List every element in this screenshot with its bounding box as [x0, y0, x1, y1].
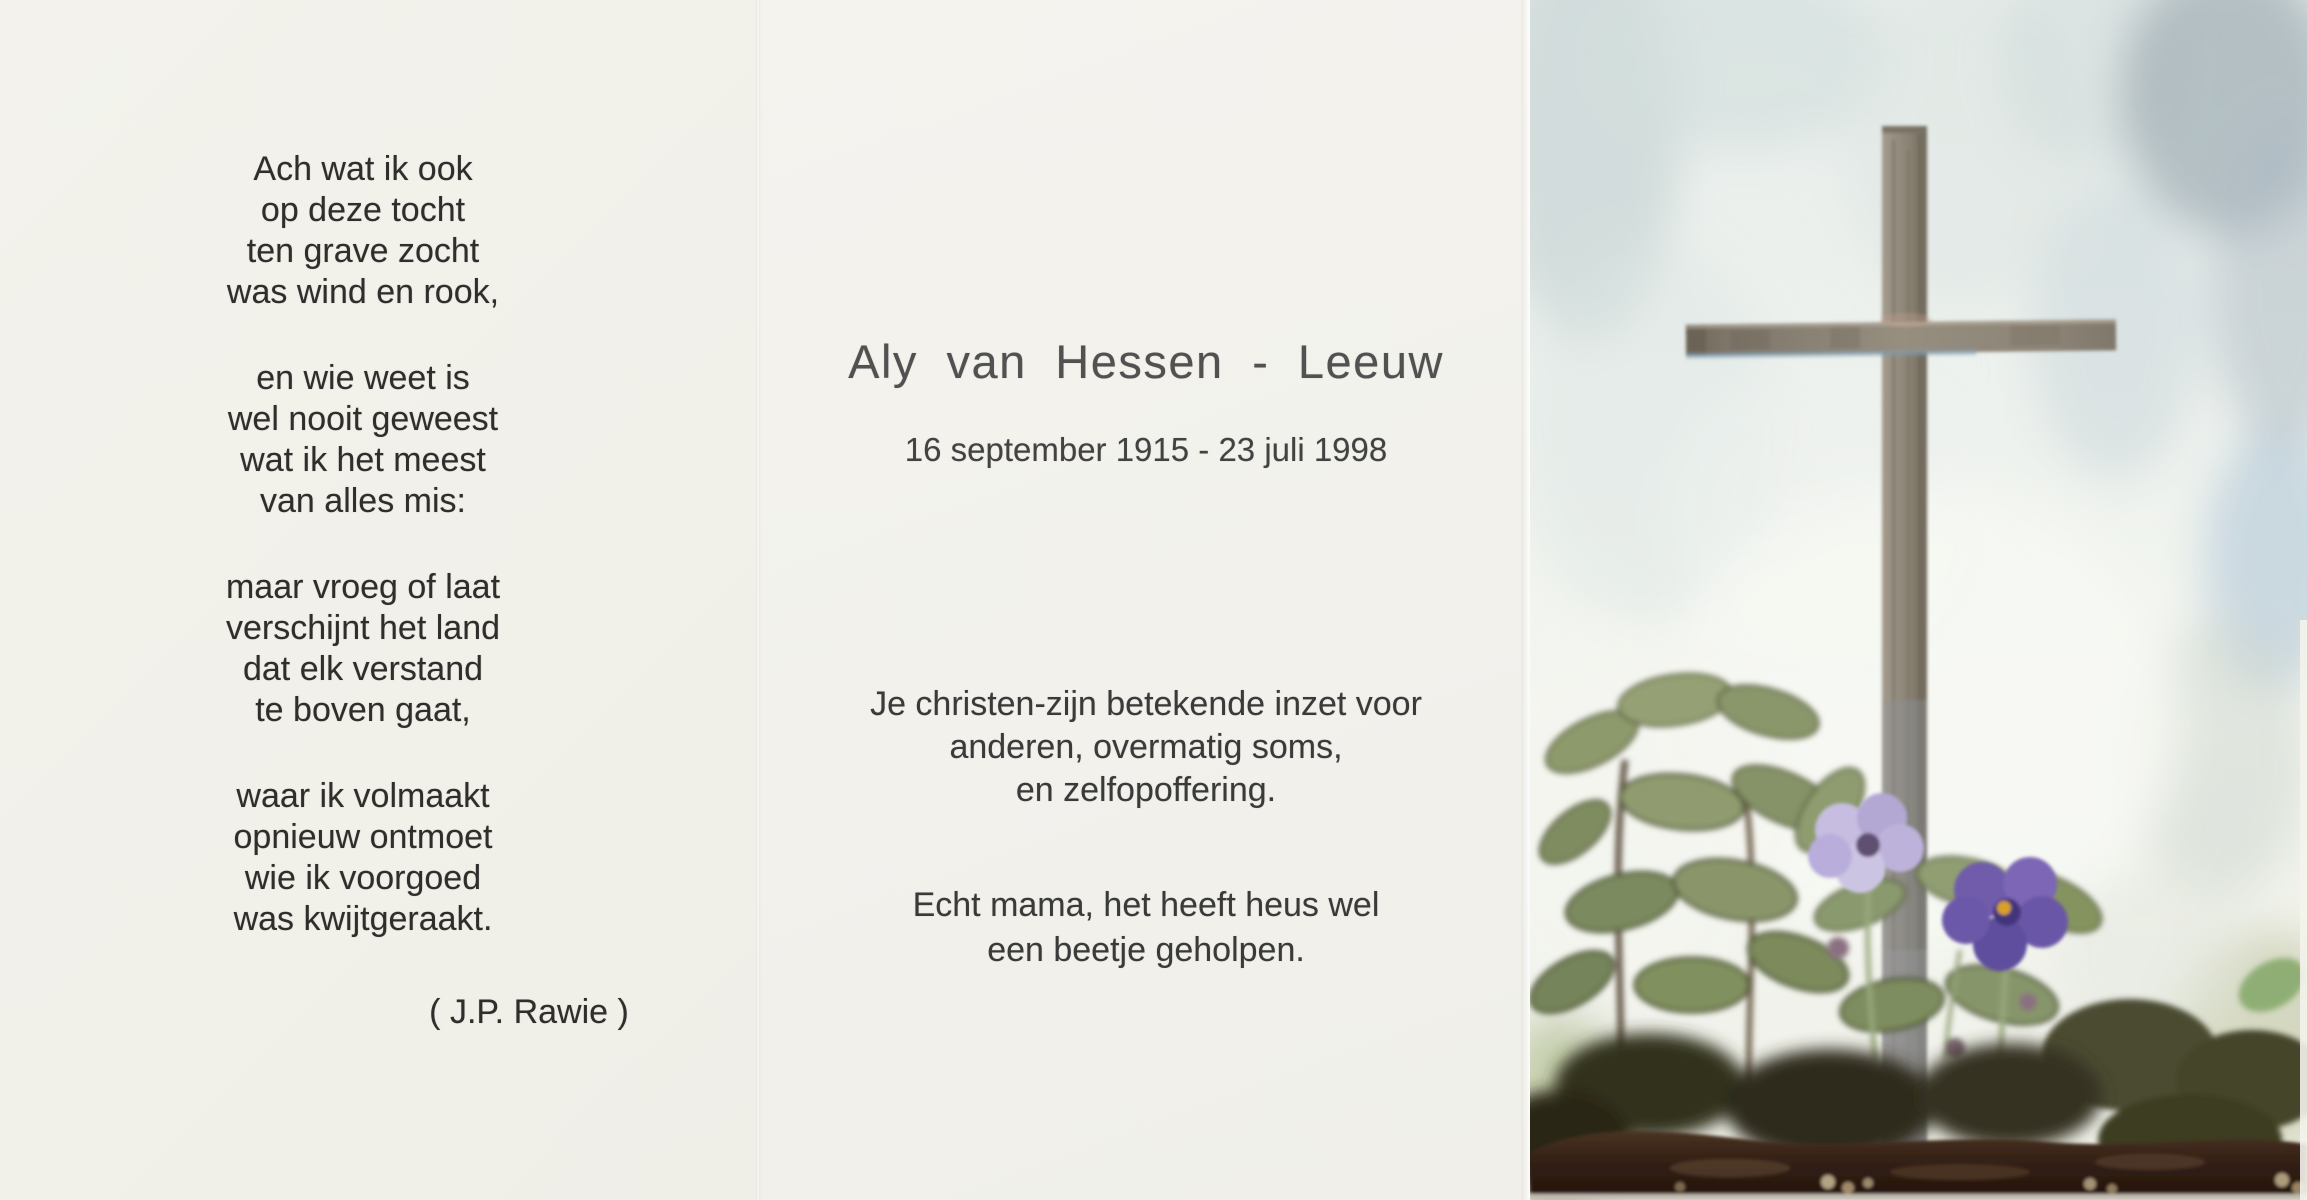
tribute-line: anderen, overmatig soms,	[949, 728, 1343, 766]
tribute-line: Je christen-zijn betekende inzet voor	[870, 685, 1422, 723]
poem-line: verschijnt het land	[225, 609, 501, 647]
poem-line: opnieuw ontmoet	[233, 818, 493, 856]
tribute-text	[762, 683, 1530, 812]
life-dates: 16 september 1915 - 23 juli 1998	[904, 431, 1388, 468]
closing-text	[762, 883, 1530, 973]
poem-line: op deze tocht	[260, 191, 466, 229]
poem-line: wel nooit geweest	[227, 400, 499, 438]
memorial-text-panel	[762, 0, 1530, 1200]
memorial-photo-panel	[1530, 0, 2307, 1200]
poem-line: wie ik voorgoed	[244, 859, 482, 897]
poem-line: was kwijtgeraakt.	[233, 900, 493, 938]
poem-line: ten grave zocht	[246, 232, 480, 270]
poem-line: wat ik het meest	[240, 441, 486, 479]
flower-center	[1997, 901, 2011, 915]
closing-line: een beetje geholpen.	[987, 931, 1305, 969]
poem-attribution: ( J.P. Rawie )	[429, 993, 629, 1031]
poem-stanza	[0, 567, 726, 731]
scan-edge	[2300, 620, 2307, 1200]
poem-line: waar ik volmaakt	[236, 777, 490, 815]
memorial-photo	[1530, 0, 2307, 1200]
poem-line: en wie weet is	[256, 359, 470, 397]
poem-line: dat elk verstand	[242, 650, 484, 688]
poem	[0, 149, 726, 985]
tribute-line: en zelfopoffering.	[1015, 771, 1277, 809]
poem-line: maar vroeg of laat	[225, 568, 501, 606]
poem-line: Ach wat ik ook	[253, 150, 473, 188]
poem-panel	[0, 0, 762, 1200]
poem-line: van alles mis:	[260, 482, 466, 520]
poem-stanza	[0, 149, 726, 313]
deceased-name: Aly van Hessen - Leeuw	[848, 335, 1444, 388]
poem-line: te boven gaat,	[255, 691, 471, 729]
poem-stanza	[0, 358, 726, 522]
closing-line: Echt mama, het heeft heus wel	[912, 886, 1380, 924]
poem-line: was wind en rook,	[226, 273, 500, 311]
poem-stanza	[0, 776, 726, 940]
